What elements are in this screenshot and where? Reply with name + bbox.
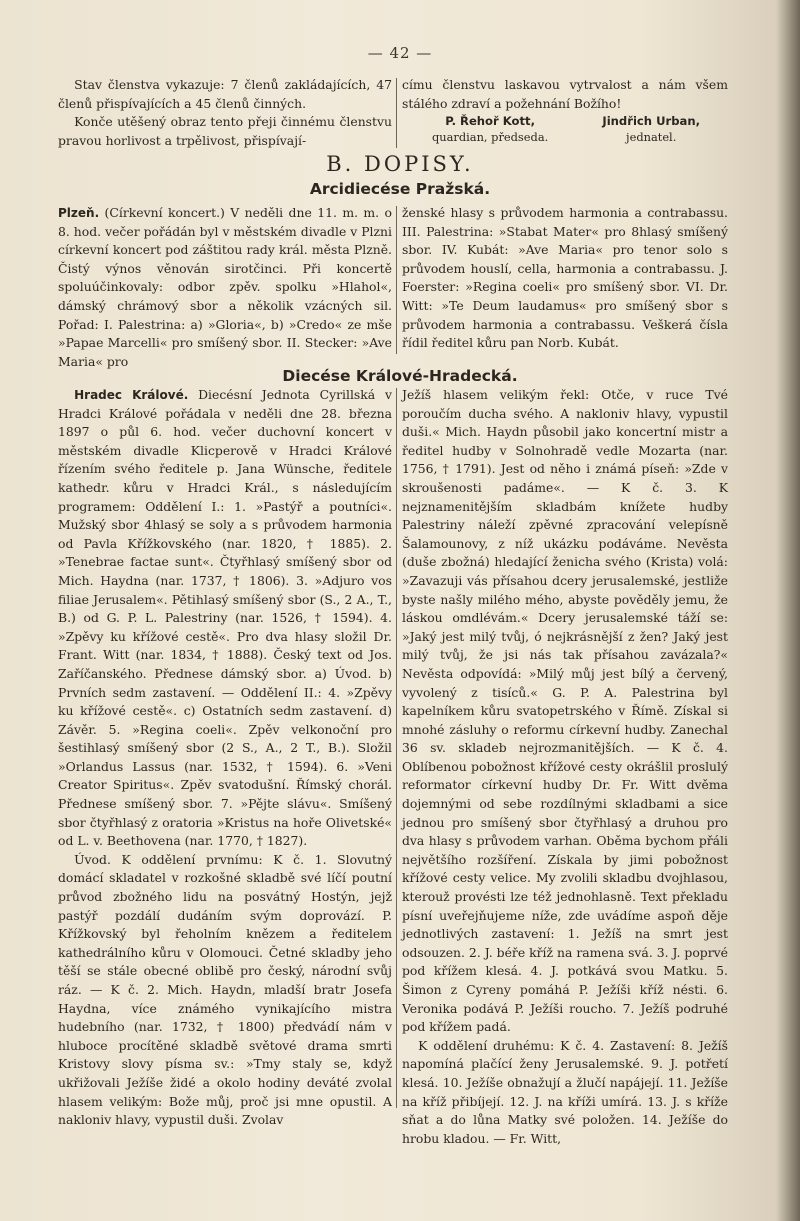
signature-name: Jindřich Urban,: [602, 114, 700, 129]
section-title: B. DOPISY.: [326, 152, 474, 176]
diocese-heading: Arcidiecése Pražská.: [309, 180, 491, 198]
diocese1-left-column: [58, 204, 392, 371]
place-name: Plzeň.: [58, 206, 100, 220]
paragraph: ženské hlasy s průvodem harmonia a contrabassu. III. Palestrina: »Stabat Mater« pro 8hlasý smíšený sbor. IV. Kubát: »Ave Maria« pro tenor solo s průvodem houslí, cella, harmonia a contrabassu. J. Foerster: »Regina coeli« pro smíšený sbor. VI. Dr. Witt: »Te Deum laudamus« pro smíšený sbor s průvodem harmonia a contrabassu. Veškerá čísla řídil ředitel kůru pan Norb. Kubát.: [402, 205, 728, 351]
paragraph: K oddělení druhému: K č. 4. Zastavení: 8. Ježíš napomíná plačící ženy Jerusalemské. 9. J. potřetí klesá. 10. Ježíše obnažují a žlučí napájejí. 11. Ježíše na kříž přibíjejí. 12. J. na kříži umírá. 13. J. s kříže sňat a do lůna Matky své položen. 14. Ježíše do hrobu kladou. — Fr. Witt,: [402, 1037, 728, 1146]
signature-name: P. Řehoř Kott,: [445, 114, 536, 129]
signature: [602, 113, 700, 145]
paragraph: címu členstvu laskavou vytrvalost a nám všem stálého zdraví a požehnání Božího!: [402, 77, 728, 111]
paragraph-text: (Církevní koncert.) V neděli dne 11. m. m. o 8. hod. večer pořádán byl v městském divadle v Plzni církevní koncert pod záštitou rady král. města Plzně. Čistý výnos věnován sirotčinci. Při koncertě spoluúčinkovaly: odbor zpěv. spolku »Hlahol«, dámský chrámový sbor a několik vzácných sil. Pořad: I. Palestrina: a) »Gloria«, b) »Credo« ze mše »Papae Marcelli« pro smíšený sbor. II. Stecker: »Ave Maria« pro: [58, 205, 392, 369]
paragraph: Stav členstva vykazuje: 7 členů zakládajících, 47 členů přispívajících a 45 členů činných.: [58, 77, 392, 111]
signatures: [402, 113, 728, 145]
paragraph: [58, 386, 392, 851]
page-number: — 42 —: [367, 44, 433, 62]
paragraph-text: Diecésní Jednota Cyrillská v Hradci Králové pořádala v neděli dne 28. března 1897 o půl 6. hod. večer duchovní koncert v městském divadle Klicperově v Hradci Králové řízením svého ředitele p. Jana Wünsche, ředitele kathedr. kůru v Hradci Král., s následujícím programem: Oddělení I.: 1. »Pastýř a poutníci«. Mužský sbor 4hlasý se soly a s průvodem harmonia od Pavla Křížkovského (nar. 1820, † 1885). 2. »Tenebrae factae sunt«. Čtyřhlasý smíšený sbor od Mich. Haydna (nar. 1737, † 1806). 3. »Adjuro vos filiae Jerusalem«. Pětihlasý smíšený sbor (S., 2 A., T., B.) od G. P. L. Palestriny (nar. 1526, † 1594). 4. »Zpěvy ku křížové cestě«. Pro dva hlasy složil Dr. Frant. Witt (nar. 1834, † 1888). Český text od Jos. Zaříčanského. Přednese dámský sbor. a) Úvod. b) Prvních sedm zastavení. — Oddělení II.: 4. »Zpěvy ku křížové cestě«. c) Ostatních sedm zastavení. d) Závěr. 5. »Regina coeli«. Zpěv velkonoční pro šestihlasý smíšený sbor (2 S., A., 2 T., B.). Složil »Orlandus Lassus (nar. 1532, † 1594). 6. »Veni Creator Spiritus«. Zpěv svatodušní. Římský chorál. Přednese smíšený sbor. 7. »Pějte slávu«. Smíšený sbor čtyřhlasý z oratoria »Kristus na hoře Olivetské« od L. v. Beethovena (nar. 1770, † 1827).: [58, 387, 392, 849]
place-name: Hradec Králové.: [74, 388, 189, 402]
column-divider: [396, 388, 397, 1108]
signature-role: quardian, předseda.: [432, 130, 549, 145]
top-right-column: [402, 76, 728, 145]
diocese1-right-column: [402, 204, 728, 353]
paragraph: [58, 204, 392, 371]
column-divider: [396, 78, 397, 148]
diocese2-left-column: [58, 386, 392, 1130]
signature-role: jednatel.: [626, 130, 677, 145]
top-left-column: [58, 76, 392, 150]
diocese-heading: Diecése Králové-Hradecká.: [282, 367, 518, 385]
column-divider: [396, 206, 397, 354]
paragraph: Konče utěšený obraz tento přeji činnému členstvu pravou horlivost a trpělivost, přispívají-: [58, 114, 392, 148]
signature: [432, 113, 548, 145]
paragraph: Ježíš hlasem velikým řekl: Otče, v ruce Tvé poroučím ducha svého. A nakloniv hlavy, vypustil duši.« Mich. Haydn působil jako koncertní mistr a ředitel hudby v Solnohradě vedle Mozarta (nar. 1756, † 1791). Jest od něho i známá píseň: »Zde v skroušenosti padáme«. — K č. 3. K nejznamenitějším skladbám knížete hudby Palestriny náleží zpěvné zpracování velepísně Šalamounovy, z níž ukázku podáváme. Nevěsta (duše zbožná) hledající ženicha svého (Krista) volá: »Zavazuji vás přísahou dcery jerusalemské, jestliže byste našly milého mého, abyste pověděly jemu, že láskou omdlévám.« Dcery jerusalemské táží se: »Jaký jest milý tvůj, ó nejkrásnější z žen? Jaký jest milý tvůj, že jsi nás tak přísahou zavázala?« Nevěsta odpovídá: »Milý můj jest bílý a červený, vyvolený z tisíců.« G. P. A. Palestrina byl kapelníkem kůru svatopetrského v Římě. Získal si mnohé zásluhy o reformu církevní hudby. Zanechal 36 sv. skladeb nejrozmanitějších. — K č. 4. Oblíbenou pobožnost křížové cesty okrášlil proslulý reformator církevní hudby Dr. Fr. Witt dvěma dojemnými od sebe rozdílnými skladbami a sice jednou pro smíšený sbor čtyřhlasý a druhou pro dva hlasy s průvodem varhan. Oběma bychom přáli největšího rozšíření. Získala by jimi pobožnost křížové cesty velice. My zvolili skladbu dvojhlasou, kterouž provésti lze též jednohlasně. Text překladu písní uveřejňujeme níže, zde uvádíme aspoň děje jednotlivých zastavení: 1. Ježíš na smrt jest odsouzen. 2. J. béře kříž na ramena svá. 3. J. poprvé pod křížem klesá. 4. J. potkává svou Matku. 5. Šimon z Cyreny pomáhá P. Ježíši kříž nésti. 6. Veronika podává P. Ježíši roucho. 7. Ježíš podruhé pod křížem padá.: [402, 387, 728, 1035]
paragraph: Úvod. K oddělení prvnímu: K č. 1. Slovutný domácí skladatel v rozkošné skladbě své líčí poutní průvod zbožného lidu na posvátný Hostýn, jejž pastýř pozdálí dudáním svým doprovází. P. Křížkovský byl řeholním knězem a ředitelem kathedrálního kůru v Olomouci. Četné skladby jeho těší se stále obecné oblibě pro český, národní svůj ráz. — K č. 2. Mich. Haydn, mladší bratr Josefa Haydna, více známého vynikajícího mistra hudebního (nar. 1732, † 1800) předvádí nám v hluboce procítěné skladbě světové drama smrti Kristovy slovy písma sv.: »Tmy staly se, když ukřižovali Ježíše židé a okolo hodiny deváté zvolal hlasem velikým: Bože můj, proč jsi mne opustil. A nakloniv hlavy, vypustil duši. Zvolav: [58, 851, 392, 1128]
diocese2-right-column: [402, 386, 728, 1148]
